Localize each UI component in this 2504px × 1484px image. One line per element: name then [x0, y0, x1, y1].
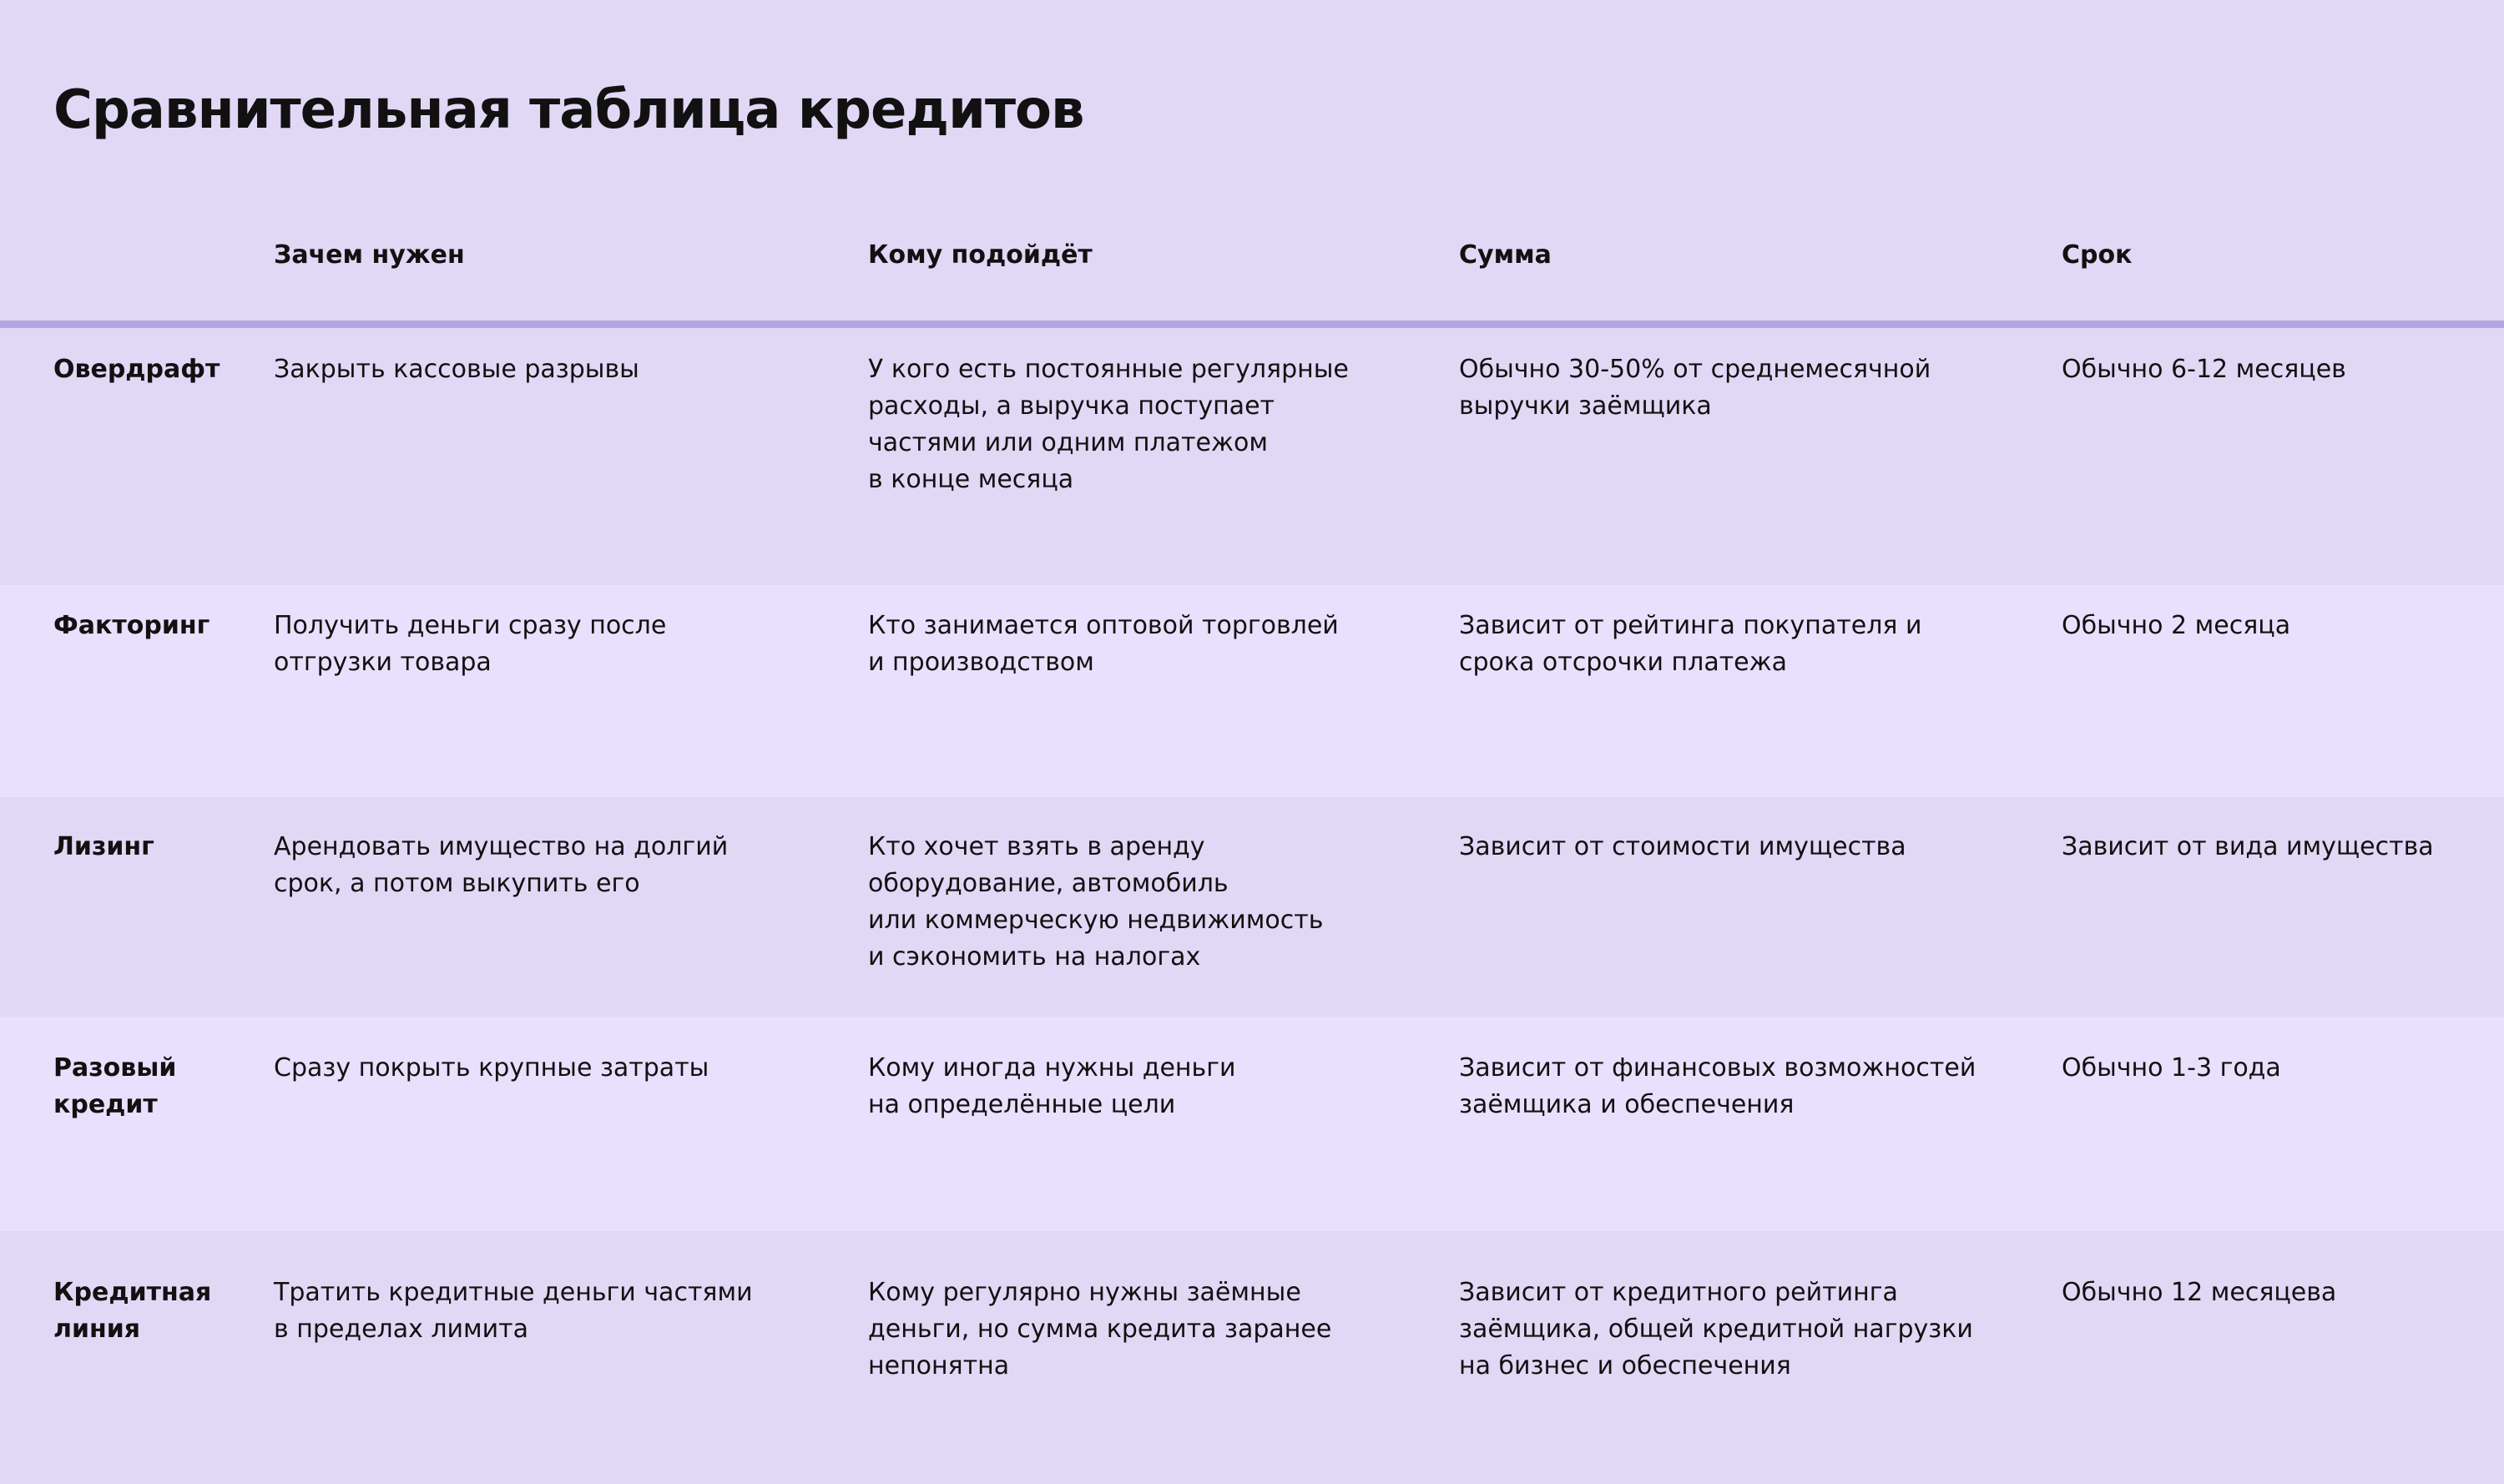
- row-name: Факторинг: [53, 611, 210, 640]
- row-name: Лизинг: [53, 832, 154, 861]
- row-name: Овердрафт: [53, 355, 220, 384]
- page-title: Сравнительная таблица кредитов: [53, 79, 1084, 141]
- cell-purpose: Закрыть кассовые разрывы: [274, 355, 639, 384]
- column-header-purpose: Зачем нужен: [274, 240, 465, 270]
- cell-term: Обычно 12 месяцева: [2062, 1278, 2337, 1307]
- table-row-factoring: [0, 585, 2504, 797]
- row-name: Кредитная линия: [53, 1278, 212, 1344]
- column-header-audience: Кому подойдёт: [868, 240, 1093, 270]
- table-row-leasing: [0, 797, 2504, 1017]
- table-row-overdraft: [0, 328, 2504, 585]
- cell-purpose: Сразу покрыть крупные затраты: [274, 1053, 709, 1083]
- cell-term: Обычно 6-12 месяцев: [2062, 355, 2346, 384]
- cell-amount: Зависит от финансовых возможностей заёмщика и обеспечения: [1459, 1053, 1976, 1119]
- cell-purpose: Тратить кредитные деньги частями в пределах лимита: [274, 1278, 753, 1344]
- cell-audience: Кому иногда нужны деньги на определённые цели: [868, 1053, 1236, 1119]
- cell-term: Зависит от вида имущества: [2062, 832, 2434, 861]
- column-header-term: Срок: [2062, 240, 2133, 270]
- cell-audience: Кто хочет взять в аренду оборудование, автомобиль или коммерческую недвижимость и сэкономить на налогах: [868, 832, 1324, 972]
- cell-audience: У кого есть постоянные регулярные расходы, а выручка поступает частями или одним платежом в конце месяца: [868, 355, 1349, 494]
- cell-audience: Кому регулярно нужны заёмные деньги, но сумма кредита заранее непонятна: [868, 1278, 1332, 1381]
- cell-purpose: Получить деньги сразу после отгрузки товара: [274, 611, 667, 677]
- cell-purpose: Арендовать имущество на долгий срок, а потом выкупить его: [274, 832, 729, 898]
- table-row-credit-line: [0, 1231, 2504, 1484]
- cell-term: Обычно 2 месяца: [2062, 611, 2291, 640]
- table-row-one-time-loan: [0, 1017, 2504, 1231]
- cell-amount: Зависит от кредитного рейтинга заёмщика, общей кредитной нагрузки на бизнес и обеспечения: [1459, 1278, 1973, 1381]
- cell-term: Обычно 1-3 года: [2062, 1053, 2281, 1083]
- table-header: [0, 237, 2504, 279]
- column-header-amount: Сумма: [1459, 240, 1552, 270]
- cell-amount: Обычно 30-50% от среднемесячной выручки заёмщика: [1459, 355, 1931, 421]
- cell-audience: Кто занимается оптовой торговлей и производством: [868, 611, 1339, 677]
- cell-amount: Зависит от рейтинга покупателя и срока отсрочки платежа: [1459, 611, 1922, 677]
- cell-amount: Зависит от стоимости имущества: [1459, 832, 1906, 861]
- header-divider: [0, 321, 2504, 328]
- row-name: Разовый кредит: [53, 1053, 177, 1119]
